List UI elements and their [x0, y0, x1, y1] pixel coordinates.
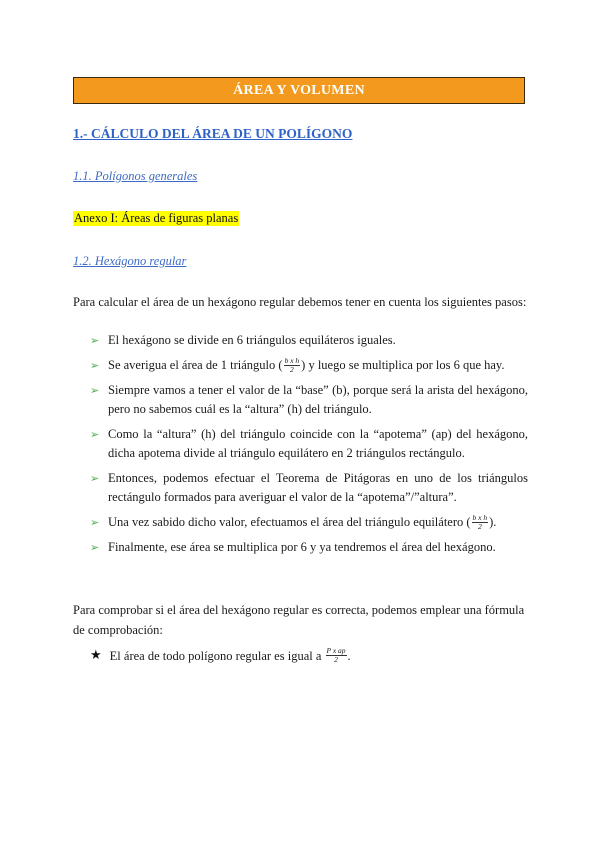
arrow-bullet-icon: ➢ — [90, 384, 100, 397]
intro-paragraph: Para calcular el área de un hexágono regular debemos tener en cuenta los siguientes pasos: — [73, 295, 527, 309]
fraction-numerator: P x ap — [326, 645, 346, 655]
star-bullet-icon: ★ — [90, 648, 102, 663]
banner-title: ÁREA Y VOLUMEN — [233, 82, 365, 98]
fraction-denominator: 2 — [477, 521, 482, 531]
check-paragraph: Para comprobar si el área del hexágono regular es correcta, podemos emplear una fórmula de comprobación: — [73, 603, 525, 637]
step-text: ). — [489, 515, 497, 529]
fraction-b-x-h-over-2 — [472, 514, 489, 531]
check-item-end: . — [347, 649, 351, 663]
annex-link[interactable]: Anexo I: Áreas de figuras planas — [74, 211, 239, 225]
arrow-bullet-icon: ➢ — [90, 516, 100, 529]
fraction-denominator: 2 — [290, 364, 294, 374]
subsection-heading-1-2[interactable]: 1.2. Hexágono regular — [73, 254, 187, 268]
list-item — [90, 513, 528, 532]
step-text: Como la “altura” (h) del triángulo coincide con la “apotema” (ap) del hexágono, dicha apotema divide al triángulo equilátero en 2 triángulos rectángulo. — [108, 427, 528, 460]
section-heading-1[interactable]: 1.- CÁLCULO DEL ÁREA DE UN POLÍGONO — [73, 126, 353, 141]
list-item — [90, 356, 528, 375]
steps-list — [90, 331, 528, 563]
step-text: Se averigua el área de 1 triángulo ( — [108, 358, 283, 372]
fraction-denominator: 2 — [334, 654, 338, 664]
title-banner — [73, 77, 525, 104]
check-item-text: El área de todo polígono regular es igual a — [109, 649, 322, 663]
step-text: Finalmente, ese área se multiplica por 6 y ya tendremos el área del hexágono. — [108, 540, 496, 554]
arrow-bullet-icon: ➢ — [90, 472, 100, 485]
list-item — [90, 381, 528, 419]
step-text: Entonces, podemos efectuar el Teorema de Pitágoras en uno de los triángulos rectángulo formados para averiguar el valor de la “apotema”/”altura”. — [108, 471, 528, 504]
step-text: Siempre vamos a tener el valor de la “base” (b), porque será la arista del hexágono, pero no sabemos cuál es la “altura” (h) del triángulo. — [108, 383, 528, 416]
step-text: Una vez sabido dicho valor, efectuamos el área del triángulo equilátero ( — [108, 515, 471, 529]
arrow-bullet-icon: ➢ — [90, 541, 100, 554]
list-item — [90, 538, 528, 557]
list-item — [90, 425, 528, 463]
subsection-heading-1-1[interactable]: 1.1. Polígonos generales — [73, 169, 198, 183]
fraction-p-x-ap-over-2 — [326, 647, 347, 664]
list-item — [90, 469, 528, 507]
fraction-numerator: b x h — [284, 355, 300, 365]
list-item — [90, 331, 528, 350]
arrow-bullet-icon: ➢ — [90, 334, 100, 347]
step-text: ) y luego se multiplica por los 6 que hay. — [301, 358, 505, 372]
fraction-numerator: b x h — [472, 512, 488, 522]
check-list-item — [90, 646, 351, 666]
fraction-b-x-h-over-2 — [284, 357, 301, 374]
step-text: El hexágono se divide en 6 triángulos equiláteros iguales. — [108, 333, 396, 347]
arrow-bullet-icon: ➢ — [90, 359, 100, 372]
arrow-bullet-icon: ➢ — [90, 428, 100, 441]
